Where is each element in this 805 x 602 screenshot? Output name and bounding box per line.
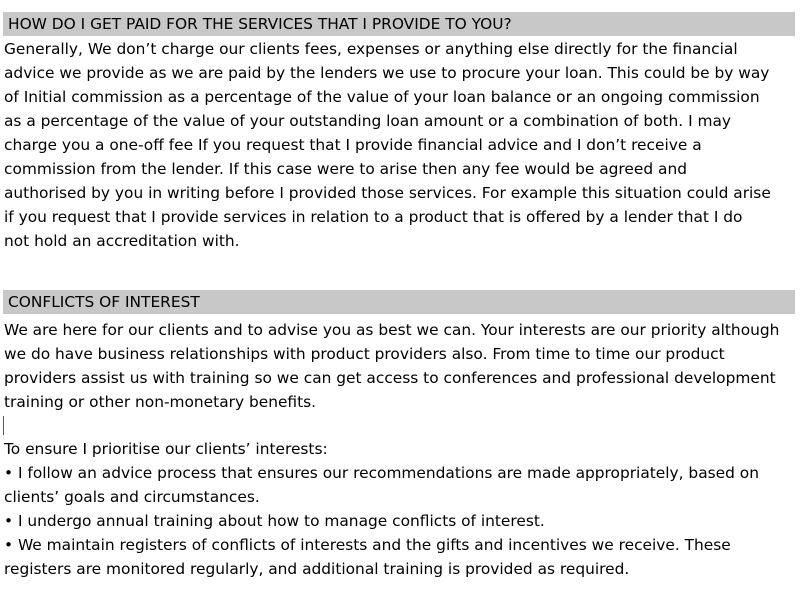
bullet-line: • I follow an advice process that ensures our recommendations are made appropriately, based on	[4, 464, 759, 482]
paragraph-line: Generally, We don’t charge our clients fees, expenses or anything else directly for the financial	[4, 40, 738, 58]
paragraph-line: We are here for our clients and to advise you as best we can. Your interests are our priority although	[4, 321, 780, 339]
paragraph-line: we do have business relationships with product providers also. From time to time our product	[4, 345, 725, 363]
paragraph-line: commission from the lender. If this case were to arise then any fee would be agreed and	[4, 160, 687, 178]
paragraph-line: not hold an accreditation with.	[4, 232, 240, 250]
paragraph-line: training or other non-monetary benefits.	[4, 393, 317, 411]
list-intro: To ensure I prioritise our clients’ interests:	[4, 440, 328, 458]
paragraph-line: of Initial commission as a percentage of the value of your loan balance or an ongoing commission	[4, 88, 760, 106]
text-cursor	[3, 416, 4, 435]
section-heading-conflicts-text: CONFLICTS OF INTEREST	[8, 293, 200, 311]
bullet-line: • We maintain registers of conflicts of interests and the gifts and incentives we receive. These	[4, 536, 731, 554]
paragraph-line: providers assist us with training so we can get access to conferences and professional development	[4, 369, 776, 387]
paragraph-line: charge you a one-off fee If you request that I provide financial advice and I don’t receive a	[4, 136, 702, 154]
paragraph-line: advice we provide as we are paid by the lenders we use to procure your loan. This could be by way	[4, 64, 770, 82]
section-heading-conflicts	[3, 290, 795, 314]
section-heading-payment	[3, 12, 795, 36]
bullet-line: clients’ goals and circumstances.	[4, 488, 260, 506]
paragraph-line: as a percentage of the value of your outstanding loan amount or a combination of both. I may	[4, 112, 732, 130]
paragraph-line: authorised by you in writing before I provided those services. For example this situation could arise	[4, 184, 771, 202]
paragraph-line: if you request that I provide services in relation to a product that is offered by a lender that I do	[4, 208, 743, 226]
section-heading-payment-text: HOW DO I GET PAID FOR THE SERVICES THAT I PROVIDE TO YOU?	[8, 15, 512, 33]
bullet-line: registers are monitored regularly, and additional training is provided as required.	[4, 560, 630, 578]
bullet-line: • I undergo annual training about how to manage conflicts of interest.	[4, 512, 545, 530]
